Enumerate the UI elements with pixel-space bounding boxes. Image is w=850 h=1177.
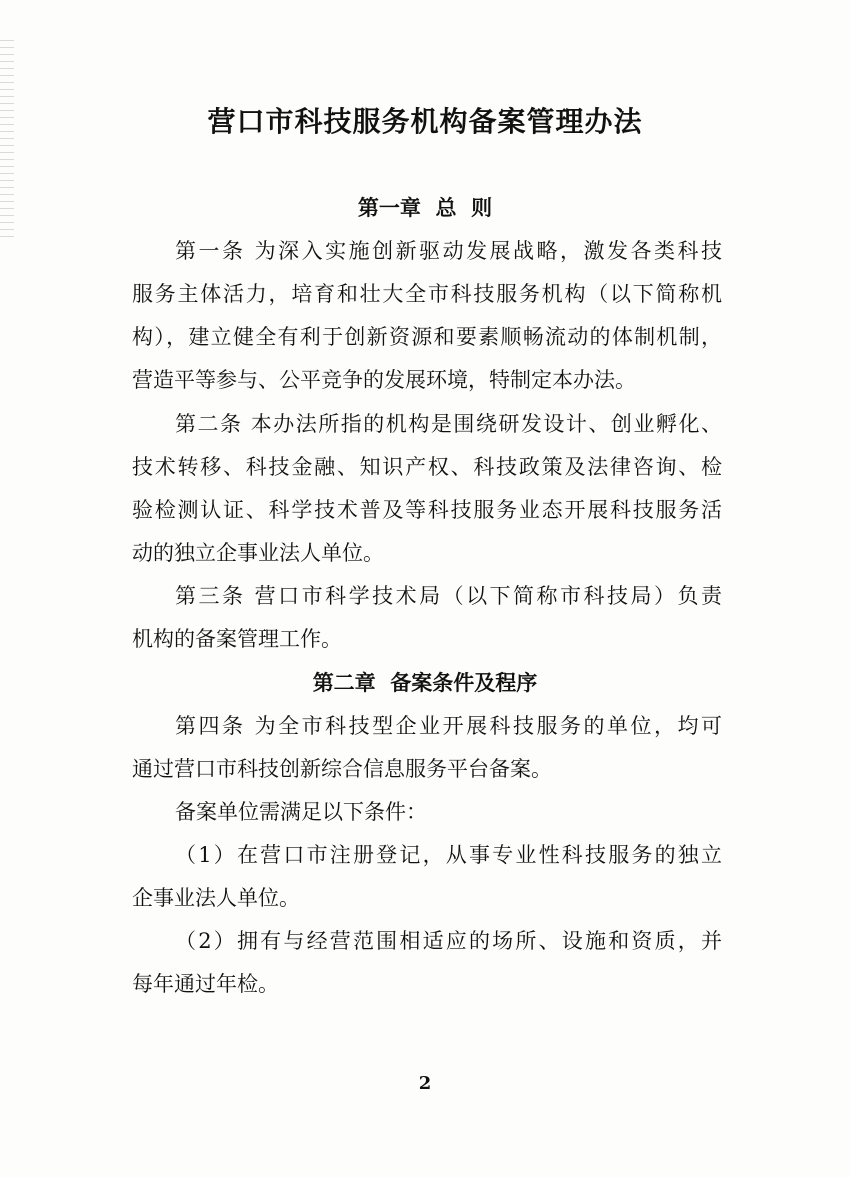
article-2-line-4: 动的独立企事业法人单位。: [132, 541, 384, 565]
article-1-line-3: 构），建立健全有利于创新资源和要素顺畅流动的体制机制，: [132, 325, 722, 349]
article-2-line-1: 第二条 本办法所指的机构是围绕研发设计、创业孵化、: [175, 412, 722, 436]
article-4-line-2: 通过营口市科技创新综合信息服务平台备案。: [132, 757, 552, 781]
article-1-line-4: 营造平等参与、公平竞争的发展环境，特制定本办法。: [132, 368, 636, 392]
article-1-line-2: 服务主体活力，培育和壮大全市科技服务机构（以下简称机: [132, 282, 722, 306]
document-title: 营口市科技服务机构备案管理办法: [207, 105, 643, 138]
article-4-line-1: 第四条 为全市科技型企业开展科技服务的单位，均可: [175, 714, 722, 738]
conditions-intro: 备案单位需满足以下条件：: [175, 800, 427, 824]
condition-1-line-2: 企事业法人单位。: [132, 886, 300, 910]
condition-2-line-2: 每年通过年检。: [132, 972, 279, 996]
article-1-line-1: 第一条 为深入实施创新驱动发展战略，激发各类科技: [175, 239, 722, 263]
chapter-2-heading: 第二章 备案条件及程序: [312, 670, 538, 695]
article-3-line-2: 机构的备案管理工作。: [132, 627, 342, 651]
article-3-line-1: 第三条 营口市科学技术局（以下简称市科技局）负责: [175, 584, 722, 608]
condition-2-line-1: （2）拥有与经营范围相适应的场所、设施和资质，并: [175, 929, 722, 953]
chapter-1-heading: 第一章 总 则: [357, 195, 493, 220]
article-2-line-2: 技术转移、科技金融、知识产权、科技政策及法律咨询、检: [132, 455, 722, 479]
page-number: 2: [418, 1073, 432, 1094]
article-2-line-3: 验检测认证、科学技术普及等科技服务业态开展科技服务活: [132, 498, 722, 522]
condition-1-line-1: （1）在营口市注册登记，从事专业性科技服务的独立: [175, 843, 722, 867]
